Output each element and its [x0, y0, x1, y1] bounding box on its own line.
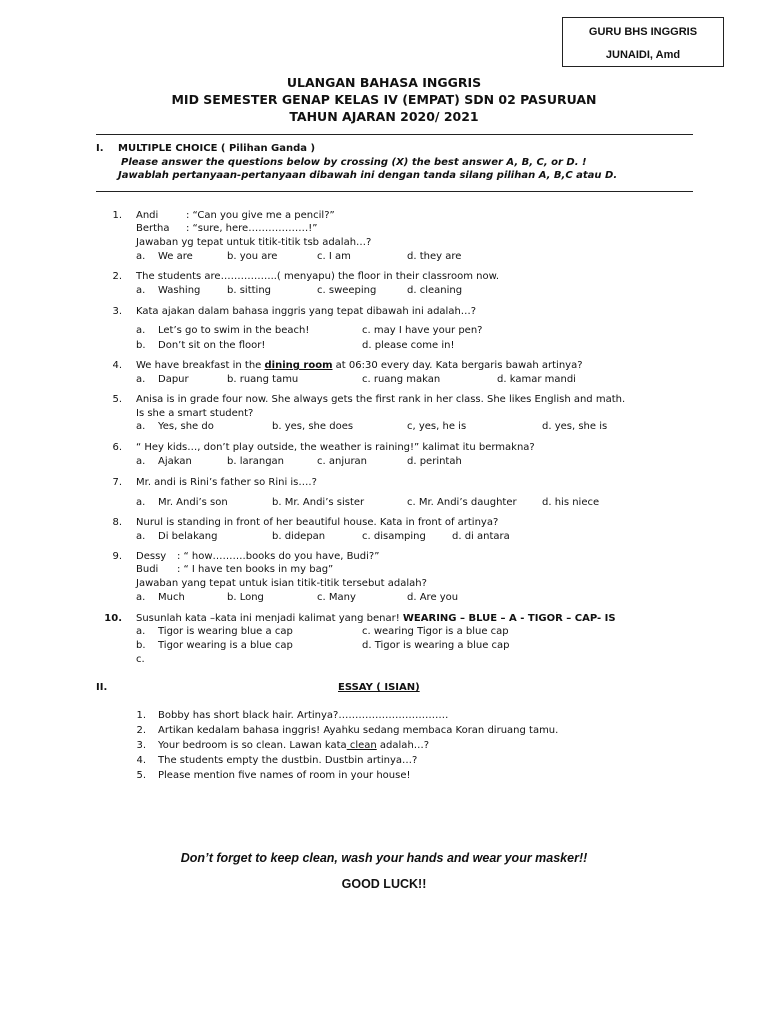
option-d: d. yes, she is — [542, 421, 608, 432]
question-number: 6. — [112, 442, 122, 453]
essay-number: 5. — [136, 770, 146, 781]
option-a: Yes, she do — [158, 421, 214, 432]
option-a: Dapur — [158, 374, 189, 385]
option-d: d. please come in! — [362, 340, 455, 351]
essay-number: 1. — [136, 710, 146, 721]
essay-number: 4. — [136, 755, 146, 766]
option-letter: b. — [136, 340, 146, 351]
option-a: Mr. Andi’s son — [158, 497, 228, 508]
option-c: c. wearing Tigor is a blue cap — [362, 626, 509, 637]
option-a: Di belakang — [158, 531, 218, 542]
option-a: Much — [158, 592, 185, 603]
good-luck: GOOD LUCK!! — [341, 877, 427, 891]
question-text: Is she a smart student? — [136, 408, 254, 419]
dialogue-line: : “sure, here………………!” — [186, 223, 318, 234]
option-b: b. didepan — [272, 531, 326, 542]
question-number: 4. — [112, 360, 122, 371]
section-number: II. — [96, 682, 108, 693]
question-number: 3. — [112, 306, 122, 317]
essay-question: The students empty the dustbin. Dustbin artinya…? — [158, 755, 418, 766]
option-c: c. Mr. Andi’s daughter — [407, 497, 517, 508]
speaker-name: Dessy — [136, 551, 167, 562]
question-text: Mr. andi is Rini’s father so Rini is….? — [136, 477, 317, 488]
option-letter: a. — [136, 626, 146, 637]
question-number: 2. — [112, 271, 122, 282]
question-text: Anisa is in grade four now. She always gets the first rank in her class. She likes English and math. — [136, 394, 626, 405]
closing-message: Don’t forget to keep clean, wash your hands and wear your masker!! — [180, 851, 588, 865]
dialogue-line: : “ I have ten books in my bag” — [177, 564, 334, 575]
option-c: c. Many — [317, 592, 356, 603]
option-b: b. ruang tamu — [227, 374, 299, 385]
option-b: b. Mr. Andi’s sister — [272, 497, 365, 508]
option-d: d. kamar mandi — [497, 374, 576, 385]
option-letter: a. — [136, 592, 146, 603]
option-b: b. larangan — [227, 456, 285, 467]
instruction-indonesian: Jawablah pertanyaan-pertanyaan dibawah ini dengan tanda silang pilihan A, B,C atau D. — [118, 170, 618, 181]
option-d: d. di antara — [452, 531, 510, 542]
question-number: 10. — [104, 613, 122, 624]
dialogue-line: : “ how……….books do you have, Budi?” — [177, 551, 380, 562]
option-c: c, yes, he is — [407, 421, 467, 432]
option-a: Tigor is wearing blue a cap — [158, 626, 293, 637]
speaker-name: Andi — [136, 210, 159, 221]
divider-bottom — [96, 191, 693, 192]
option-letter: a. — [136, 325, 146, 336]
question-number: 1. — [112, 210, 122, 221]
essay-question: Please mention five names of room in your house! — [158, 770, 411, 781]
option-letter: a. — [136, 285, 146, 296]
option-letter: c. — [136, 654, 145, 665]
teacher-role: GURU BHS INGGRIS — [588, 26, 698, 38]
essay-question: Your bedroom is so clean. Lawan kata clean adalah…? — [158, 740, 430, 751]
option-letter: a. — [136, 374, 146, 385]
essay-number: 3. — [136, 740, 146, 751]
essay-question: Artikan kedalam bahasa inggris! Ayahku sedang membaca Koran diruang tamu. — [158, 725, 559, 736]
option-b: Tigor wearing is a blue cap — [158, 640, 293, 651]
teacher-name: JUNAIDI, Amd — [605, 49, 681, 61]
option-letter: b. — [136, 640, 146, 651]
option-letter: a. — [136, 531, 146, 542]
option-a: We are — [158, 251, 193, 262]
question-text: The students are……………..( menyapu) the floor in their classroom now. — [136, 271, 500, 282]
underlined-word: dining room — [264, 360, 333, 371]
option-b: b. sitting — [227, 285, 271, 296]
question-text: Jawaban yang tepat untuk isian titik-titik tersebut adalah? — [136, 578, 427, 589]
question-number: 5. — [112, 394, 122, 405]
option-d: d. his niece — [542, 497, 600, 508]
option-d: d. Are you — [407, 592, 459, 603]
essay-question: Bobby has short black hair. Artinya?…………………………… — [158, 710, 449, 721]
option-letter: a. — [136, 421, 146, 432]
option-letter: a. — [136, 497, 146, 508]
section-number: I. — [96, 143, 104, 154]
dialogue-line: : “Can you give me a pencil?” — [186, 210, 335, 221]
option-c: c. anjuran — [317, 456, 368, 467]
option-b: b. yes, she does — [272, 421, 354, 432]
section-heading: ESSAY ( ISIAN) — [338, 682, 420, 693]
option-letter: a. — [136, 456, 146, 467]
option-b: Don’t sit on the floor! — [158, 340, 266, 351]
question-text: We have breakfast in the dining room at 06:30 every day. Kata bergaris bawah artinya? — [136, 360, 583, 371]
speaker-name: Bertha — [136, 223, 170, 234]
question-number: 8. — [112, 517, 122, 528]
divider-top — [96, 134, 693, 135]
option-c: c. ruang makan — [362, 374, 441, 385]
exam-subtitle: MID SEMESTER GENAP KELAS IV (EMPAT) SDN 02 PASURUAN — [171, 92, 597, 107]
option-b: b. you are — [227, 251, 278, 262]
option-b: b. Long — [227, 592, 264, 603]
option-c: c. disamping — [362, 531, 426, 542]
option-c: c. sweeping — [317, 285, 377, 296]
option-c: c. may I have your pen? — [362, 325, 483, 336]
option-d: d. perintah — [407, 456, 462, 467]
question-number: 9. — [112, 551, 122, 562]
option-d: d. Tigor is wearing a blue cap — [362, 640, 510, 651]
option-letter: a. — [136, 251, 146, 262]
scrambled-words: WEARING – BLUE – A - TIGOR – CAP- IS — [402, 613, 616, 624]
option-a: Ajakan — [158, 456, 192, 467]
question-number: 7. — [112, 477, 122, 488]
question-text: Jawaban yg tepat untuk titik-titik tsb adalah…? — [136, 237, 372, 248]
option-d: d. they are — [407, 251, 462, 262]
teacher-name-box — [562, 17, 724, 67]
speaker-name: Budi — [136, 564, 159, 575]
exam-title: ULANGAN BAHASA INGGRIS — [286, 75, 482, 90]
option-d: d. cleaning — [407, 285, 463, 296]
essay-number: 2. — [136, 725, 146, 736]
instruction-english: Please answer the questions below by crossing (X) the best answer A, B, C, or D. ! — [121, 157, 587, 168]
underlined-word: clean — [346, 740, 377, 751]
question-text: “ Hey kids…, don’t play outside, the weather is raining!” kalimat itu bermakna? — [136, 442, 535, 453]
section-heading: MULTIPLE CHOICE ( Pilihan Ganda ) — [118, 143, 316, 154]
question-text: Susunlah kata –kata ini menjadi kalimat yang benar! WEARING – BLUE – A - TIGOR – CAP- IS — [136, 613, 616, 624]
school-year: TAHUN AJARAN 2020/ 2021 — [289, 109, 479, 124]
question-text: Kata ajakan dalam bahasa inggris yang tepat dibawah ini adalah…? — [136, 306, 477, 317]
option-a: Let’s go to swim in the beach! — [158, 325, 310, 336]
option-a: Washing — [158, 285, 201, 296]
option-c: c. I am — [317, 251, 351, 262]
question-text: Nurul is standing in front of her beautiful house. Kata in front of artinya? — [136, 517, 499, 528]
